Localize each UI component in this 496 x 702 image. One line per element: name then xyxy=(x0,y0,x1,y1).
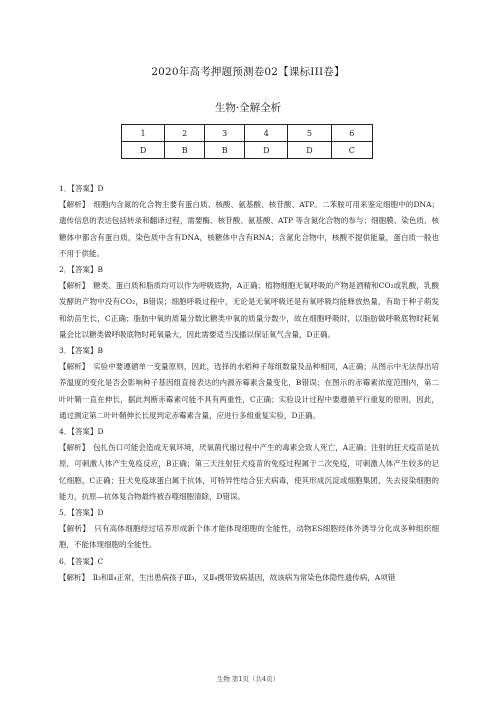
item-analysis: 【解析】 细胞内含氮的化合物主要有蛋白质、核酸、氨基酸、核苷酸、ATP。二苯胺可用来鉴定细胞中的DNA；遗传信息的表达包括转录和翻译过程，需要酶、核苷酸、氨基酸、ATP 等含氮化合物的参与；细胞膜、染色质、核糖体中都含有蛋白质，染色质中含有DNA，核糖体中含有RNA；含氮化合物中，核酸不提供能量，蛋白质一般也不用于供能。 xyxy=(59,200,439,258)
answer-table-number-row xyxy=(122,125,373,142)
item-analysis: 【解析】 实验中要遵循单一变量原则，因此，选择的水稻种子每组数量及品种相同，A正确；从图示中无法得出培养温度的变化是否会影响种子基因组直接表达的内源赤霉素含量变化，B错误；在图示的赤霉素浓度范围内，第二叶叶鞘一直在伸长，据此判断赤霉素可能不具有两重性，C正确；实验设计过程中要遵循平行重复的原则，因此，通过测定第二叶叶鞘伸长长度判定赤霉素含量，应进行多组重复实验，D正确。 xyxy=(59,362,439,420)
item-analysis: 【解析】 Ⅱ₃和Ⅱ₄正常，生出患病孩子Ⅲ₃，又Ⅱ₄携带致病基因，故该病为常染色体隐性遗传病，A项错 xyxy=(59,572,396,582)
item-answer: 4．【答案】D xyxy=(59,427,104,437)
answer-cell: C xyxy=(331,142,372,159)
item-answer: 5．【答案】D xyxy=(59,508,104,518)
question-number-cell: 2 xyxy=(165,125,205,142)
item-answer: 3．【答案】B xyxy=(59,346,104,356)
answer-cell: D xyxy=(245,142,288,159)
item-analysis: 【解析】 包扎伤口可能会造成无氧环境，厌氧菌代谢过程中产生的毒素会致人死亡，A正确；注射的狂犬疫苗是抗原，可刺激人体产生免疫反应，B正确；第三天注射狂犬疫苗的免疫过程属于二次免疫，可刺激人体产生较多的记忆细胞，C正确；狂犬免疫球蛋白属于抗体，可特异性结合狂犬病毒，使其形成沉淀或细胞集团，失去侵染细胞的能力，抗原—抗体复合物最终被吞噬细胞清除，D错误。 xyxy=(59,443,439,501)
answer-cell: D xyxy=(122,142,165,159)
item-analysis: 【解析】 只有高体细胞经过培养形成新个体才能体现细胞的全能性，动物ES细胞经体外诱导分化成多种组织细胞，不能体现细胞的全能性。 xyxy=(59,524,439,550)
answer-table xyxy=(121,124,373,159)
answer-cell: B xyxy=(165,142,205,159)
item-answer: 2．【答案】B xyxy=(59,265,104,275)
question-number-cell: 1 xyxy=(122,125,165,142)
page-footer: 生物 第1页（共4页） xyxy=(216,675,280,683)
page-title: 2020年高考押题预测卷02【课标III卷】 xyxy=(151,66,345,78)
question-number-cell: 6 xyxy=(331,125,372,142)
answer-table-answer-row xyxy=(122,142,373,159)
question-number-cell: 3 xyxy=(205,125,245,142)
answer-cell: D xyxy=(288,142,331,159)
answer-cell: B xyxy=(205,142,245,159)
analysis-body xyxy=(59,181,439,586)
page-subtitle: 生物·全解全析 xyxy=(214,102,282,114)
item-answer: 6．【答案】C xyxy=(59,556,104,566)
item-answer: 1．【答案】D xyxy=(59,184,104,193)
question-number-cell: 5 xyxy=(288,125,331,142)
question-number-cell: 4 xyxy=(245,125,288,142)
item-analysis: 【解析】 糖类、蛋白质和脂质均可以作为呼吸底物，A正确；植物细胞无氧呼吸的产物是酒精和CO₂或乳酸，乳酸发酵的产物中没有CO₂，B错误；细胞呼吸过程中，无论是无氧呼吸还是有氧呼吸均能释放热量，有助于种子萌发和幼苗生长，C正确；脂肪中氧的质量分数比糖类中氧的质量分数少，故在细胞呼吸时，以脂肪做呼吸底物时耗氧量会比以糖类做呼吸底物时耗氧量大，因此需要适当浅播以保证氧气含量，D正确。 xyxy=(59,281,439,339)
